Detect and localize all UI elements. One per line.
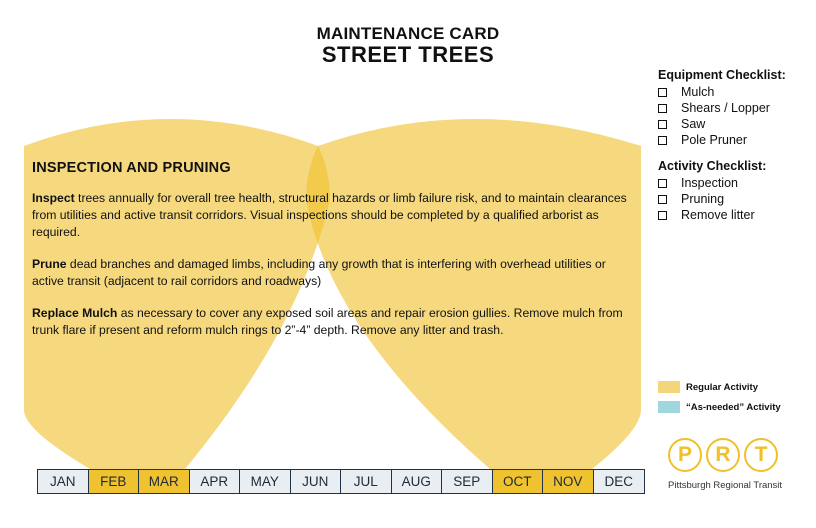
logo-organization-name: Pittsburgh Regional Transit — [668, 480, 783, 491]
prune-paragraph — [32, 256, 636, 290]
activity-checklist-title: Activity Checklist: — [658, 159, 767, 173]
checklist-item-label: Pole Pruner — [681, 133, 748, 147]
equipment-checklist — [658, 68, 808, 148]
logo-letter-p: P — [668, 438, 702, 472]
month-jun: JUN — [291, 470, 342, 493]
prune-lead: Prune — [32, 257, 67, 271]
equipment-checklist-title: Equipment Checklist: — [658, 68, 786, 82]
month-oct: OCT — [493, 470, 544, 493]
month-nov: NOV — [543, 470, 594, 493]
checkbox-icon[interactable] — [658, 195, 667, 204]
regular-activity-swatch — [658, 381, 680, 393]
legend-regular-label: Regular Activity — [686, 381, 758, 393]
mulch-text: as necessary to cover any exposed soil areas and repair erosion gullies. Remove mulch from trunk flare if present and reform mulch rings to 2”-4” depth. Remove any litter and trash. — [32, 306, 623, 337]
checklist-item-label: Remove litter — [681, 208, 755, 222]
checklist-item-label: Inspection — [681, 176, 738, 190]
inspection-pruning-section — [32, 160, 636, 354]
checklist-item-label: Pruning — [681, 192, 725, 206]
checklist-item-remove-litter[interactable] — [658, 207, 808, 223]
checklist-item-label: Saw — [681, 117, 706, 131]
prt-logo — [668, 438, 788, 491]
logo-letters — [668, 438, 788, 472]
mulch-lead: Replace Mulch — [32, 306, 118, 320]
legend-as-needed-label: “As-needed” Activity — [686, 401, 781, 413]
checkbox-icon[interactable] — [658, 104, 667, 113]
logo-letter-r: R — [706, 438, 740, 472]
checkbox-icon[interactable] — [658, 179, 667, 188]
month-feb: FEB — [89, 470, 140, 493]
checklist-item-inspection[interactable] — [658, 175, 808, 191]
as-needed-activity-swatch — [658, 401, 680, 413]
month-jan: JAN — [38, 470, 89, 493]
legend-as-needed-activity — [658, 401, 781, 413]
month-timeline — [37, 469, 645, 494]
checklist-item-saw[interactable] — [658, 116, 808, 132]
checklist-item-pruning[interactable] — [658, 191, 808, 207]
section-title: INSPECTION AND PRUNING — [32, 160, 231, 176]
checklist-item-label: Shears / Lopper — [681, 101, 770, 115]
checkbox-icon[interactable] — [658, 211, 667, 220]
month-mar: MAR — [139, 470, 190, 493]
month-dec: DEC — [594, 470, 645, 493]
checklist-item-pole-pruner[interactable] — [658, 132, 808, 148]
month-apr: APR — [190, 470, 241, 493]
checkbox-icon[interactable] — [658, 120, 667, 129]
month-sep: SEP — [442, 470, 493, 493]
checklist-item-label: Mulch — [681, 85, 715, 99]
month-may: MAY — [240, 470, 291, 493]
checkbox-icon[interactable] — [658, 136, 667, 145]
inspect-text: trees annually for overall tree health, structural hazards or limb failure risk, and to maintain clearances from utilities and active transit corridors. Visual inspections should be completed by a qualified arborist as required. — [32, 191, 627, 239]
checkbox-icon[interactable] — [658, 88, 667, 97]
logo-letter-t: T — [744, 438, 778, 472]
mulch-paragraph — [32, 305, 636, 339]
activity-checklist — [658, 159, 808, 223]
prune-text: dead branches and damaged limbs, including any growth that is interfering with overhead utilities or active transit (adjacent to rail corridors and roadways) — [32, 257, 606, 288]
checklist-item-mulch[interactable] — [658, 84, 808, 100]
page-title: STREET TREES — [321, 42, 495, 67]
legend-regular-activity — [658, 381, 758, 393]
checklist-item-shears-lopper[interactable] — [658, 100, 808, 116]
month-aug: AUG — [392, 470, 443, 493]
inspect-lead: Inspect — [32, 191, 75, 205]
card-kicker: MAINTENANCE CARD — [316, 24, 500, 43]
inspect-paragraph — [32, 190, 636, 241]
month-jul: JUL — [341, 470, 392, 493]
